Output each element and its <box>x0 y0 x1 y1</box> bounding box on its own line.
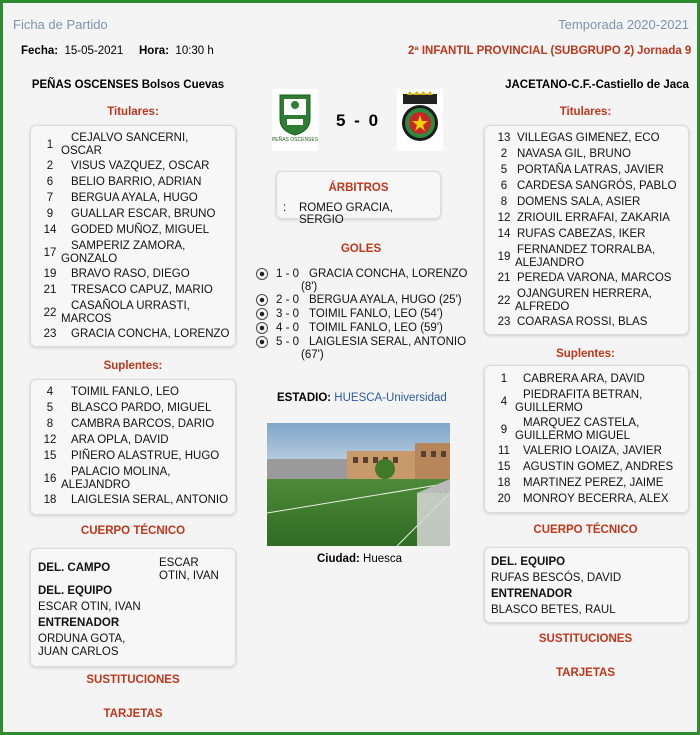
player-number: 22 <box>43 307 57 319</box>
home-coach-label: ENTRENADOR <box>38 617 120 629</box>
goal-scorer[interactable]: TOIMIL FANLO, LEO (54') <box>309 308 443 320</box>
away-player-row[interactable] <box>489 148 684 161</box>
home-coach-name: ORDUNA GOTA, <box>38 633 126 645</box>
scoreboard: 5 - 0 <box>335 111 381 130</box>
home-player-row[interactable] <box>35 268 230 281</box>
goal-score: 1 - 0 <box>276 268 300 280</box>
player-number: 7 <box>46 192 54 204</box>
away-sub-player-row[interactable] <box>489 417 684 443</box>
player-number: 2 <box>46 160 54 172</box>
player-name-line-2[interactable]: OSCAR <box>61 145 102 157</box>
home-player-row[interactable] <box>35 192 230 205</box>
stadium-photo <box>267 423 450 546</box>
away-player-row[interactable] <box>489 288 684 314</box>
home-team-name[interactable]: PEÑAS OSCENSES Bolsos Cuevas <box>31 79 225 91</box>
home-crest-icon <box>272 89 318 151</box>
goal-scorer[interactable]: TOIMIL FANLO, LEO (59') <box>309 322 443 334</box>
player-name[interactable]: CAMBRA BARCOS, DARIO <box>71 418 215 430</box>
home-subs-panel <box>30 379 236 515</box>
home-player-row[interactable] <box>35 132 230 158</box>
goals-heading: GOLES <box>340 243 382 255</box>
player-number: 1 <box>46 139 54 151</box>
home-staff-heading: CUERPO TÉCNICO <box>80 525 186 537</box>
player-name[interactable]: PALACIO MOLINA, <box>71 466 171 478</box>
player-name[interactable]: AGUSTIN GOMEZ, ANDRES <box>523 461 674 473</box>
player-name[interactable]: ZRIOUIL ERRAFAI, ZAKARIA <box>517 212 670 224</box>
player-number: 21 <box>43 284 57 296</box>
player-number: 8 <box>46 418 54 430</box>
player-name[interactable]: PEREDA VARONA, MARCOS <box>517 272 672 284</box>
goal-row <box>256 308 466 321</box>
away-sub-player-row[interactable] <box>489 461 684 474</box>
away-subs-heading: Suplentes: <box>556 348 615 360</box>
player-name[interactable]: VILLEGAS GIMENEZ, ECO <box>517 132 660 144</box>
player-name[interactable]: BLASCO PARDO, MIGUEL <box>71 402 212 414</box>
away-starters-panel <box>484 125 689 335</box>
player-number: 19 <box>497 251 511 263</box>
goal-score: 4 - 0 <box>276 322 300 334</box>
player-number: 8 <box>500 196 508 208</box>
player-name[interactable]: GRACIA CONCHA, LORENZO <box>71 328 230 340</box>
away-player-row[interactable] <box>489 244 684 270</box>
player-name[interactable]: MONROY BECERRA, ALEX <box>523 493 669 505</box>
home-subs-heading: Suplentes: <box>103 360 163 372</box>
player-name[interactable]: PIÑERO ALASTRUE, HUGO <box>71 450 220 462</box>
away-staff-heading: CUERPO TÉCNICO <box>533 524 638 536</box>
away-substitutions-heading: SUSTITUCIONES <box>538 633 633 645</box>
goal-row <box>256 336 466 362</box>
player-name-line-2[interactable]: MARCOS <box>61 313 112 325</box>
player-number: 13 <box>497 132 511 144</box>
home-sub-player-row[interactable] <box>35 386 230 399</box>
player-number: 11 <box>498 445 510 457</box>
away-coach-name: BLASCO BETES, RAUL <box>491 604 616 616</box>
player-number: 19 <box>43 268 57 280</box>
player-name[interactable]: COARASA ROSSI, BLAS <box>517 316 648 328</box>
home-player-row[interactable] <box>35 176 230 189</box>
player-number: 6 <box>46 176 54 188</box>
player-name-line-2[interactable]: GONZALO <box>61 253 118 265</box>
football-icon <box>256 294 268 306</box>
time-info: Hora: 10:30 h <box>139 45 214 57</box>
away-team-name[interactable]: JACETANO-C.F.-Castiello de Jaca <box>505 79 689 91</box>
away-sub-player-row[interactable] <box>489 477 684 490</box>
page-title: Ficha de Partido <box>13 17 108 32</box>
goal-score: 2 - 0 <box>276 294 300 306</box>
away-player-row[interactable] <box>489 212 684 225</box>
away-sub-player-row[interactable] <box>489 373 684 386</box>
goal-row <box>256 294 466 307</box>
away-sub-player-row[interactable] <box>489 493 684 506</box>
home-sub-player-row[interactable] <box>35 434 230 447</box>
player-number: 22 <box>497 295 511 307</box>
home-sub-player-row[interactable] <box>35 450 230 463</box>
referees-panel <box>276 171 441 226</box>
away-player-row[interactable] <box>489 180 684 193</box>
home-del-campo-label: DEL. CAMPO <box>38 562 111 574</box>
competition-label[interactable]: 2ª INFANTIL PROVINCIAL (SUBGRUPO 2) <box>408 45 635 57</box>
away-sub-player-row[interactable] <box>489 389 684 415</box>
player-number: 15 <box>43 450 57 462</box>
player-name[interactable]: DOMENS SALA, ASIER <box>517 196 641 208</box>
away-player-row[interactable] <box>489 228 684 241</box>
player-number: 18 <box>43 494 57 506</box>
away-subs-panel <box>484 365 689 513</box>
player-name[interactable]: FERNANDEZ TORRALBA, <box>517 244 656 256</box>
home-sub-player-row[interactable] <box>35 402 230 415</box>
away-team-logo[interactable] <box>397 89 443 151</box>
football-icon <box>256 322 268 334</box>
goal-minute: (67') <box>301 349 324 361</box>
referee-bullet: : <box>283 202 287 214</box>
football-icon <box>256 308 268 320</box>
away-coach-label: ENTRENADOR <box>491 588 573 600</box>
home-substitutions-heading: SUSTITUCIONES <box>86 674 180 686</box>
goal-row <box>256 322 466 335</box>
player-name[interactable]: ARA OPLA, DAVID <box>71 434 169 446</box>
home-starters-panel <box>30 125 236 347</box>
home-staff-panel <box>30 548 236 667</box>
player-name[interactable]: BELIO BARRIO, ADRIAN <box>71 176 202 188</box>
player-number: 18 <box>497 477 511 489</box>
player-number: 1 <box>500 373 508 385</box>
goal-scorer[interactable]: LAIGLESIA SERAL, ANTONIO <box>309 336 467 348</box>
player-number: 21 <box>497 272 511 284</box>
player-name[interactable]: CEJALVO SANCERNI, <box>71 132 189 144</box>
goal-score: 3 - 0 <box>276 308 300 320</box>
home-starters-heading: Titulares: <box>107 106 159 118</box>
player-number: 5 <box>46 402 54 414</box>
away-starters-heading: Titulares: <box>559 106 612 118</box>
player-name[interactable]: MARTINEZ PEREZ, JAIME <box>523 477 664 489</box>
home-del-campo-name: ESCAR <box>159 557 199 569</box>
home-sub-player-row[interactable] <box>35 494 230 507</box>
away-sub-player-row[interactable] <box>489 445 684 458</box>
player-name[interactable]: LAIGLESIA SERAL, ANTONIO <box>71 494 229 506</box>
away-del-equipo-name: RUFAS BESCÓS, DAVID <box>491 572 622 584</box>
player-number: 20 <box>497 493 511 505</box>
away-crest-icon <box>397 89 443 151</box>
player-name-line-2[interactable]: ALEJANDRO <box>515 257 585 269</box>
goal-scorer[interactable]: BERGUA AYALA, HUGO (25') <box>309 294 462 306</box>
svg-text:PEÑAS OSCENSES: PEÑAS OSCENSES <box>272 137 318 143</box>
player-number: 6 <box>500 180 508 192</box>
player-name[interactable]: SAMPERIZ ZAMORA, <box>71 240 186 252</box>
home-sub-player-row[interactable] <box>35 418 230 431</box>
away-player-row[interactable] <box>489 132 684 145</box>
football-icon <box>256 336 268 348</box>
player-name[interactable]: GUALLAR ESCAR, BRUNO <box>71 208 216 220</box>
player-number: 15 <box>497 461 511 473</box>
player-name-line-2[interactable]: ALFREDO <box>515 301 570 313</box>
away-player-row[interactable] <box>489 196 684 209</box>
player-name[interactable]: CARDESA SANGRÓS, PABLO <box>517 180 677 192</box>
goal-minute: (8') <box>301 281 318 293</box>
referee-name: ROMEO GRACIA, SERGIO <box>299 202 393 226</box>
player-number: 16 <box>43 473 57 485</box>
player-number: 12 <box>43 434 57 446</box>
player-name[interactable]: OJANGUREN HERRERA, <box>517 288 652 300</box>
date-info: Fecha: 15-05-2021 <box>21 45 124 57</box>
away-del-equipo-label: DEL. EQUIPO <box>491 556 566 568</box>
away-staff-panel <box>484 547 689 623</box>
home-del-equipo-name: ESCAR OTIN, IVAN <box>38 601 141 613</box>
player-number: 5 <box>500 164 508 176</box>
home-cards-heading: TARJETAS <box>103 708 163 720</box>
player-number: 23 <box>43 328 57 340</box>
player-number: 23 <box>497 316 511 328</box>
home-player-row[interactable] <box>35 240 230 266</box>
away-player-row[interactable] <box>489 164 684 177</box>
stadium-link[interactable]: HUESCA-Universidad <box>334 392 447 404</box>
home-team-logo[interactable] <box>272 89 318 151</box>
player-name[interactable]: CABRERA ARA, DAVID <box>523 373 645 385</box>
player-name[interactable]: GODED MUÑOZ, MIGUEL <box>71 224 210 236</box>
home-player-row[interactable] <box>35 284 230 297</box>
player-name[interactable]: BERGUA AYALA, HUGO <box>71 192 198 204</box>
player-name[interactable]: PIEDRAFITA BETRAN, <box>523 389 643 401</box>
away-player-row[interactable] <box>489 316 684 329</box>
player-number: 4 <box>500 396 508 408</box>
home-player-row[interactable] <box>35 328 230 341</box>
player-number: 2 <box>500 148 508 160</box>
round-label: Jornada 9 <box>637 45 692 57</box>
home-del-equipo-label: DEL. EQUIPO <box>38 585 113 597</box>
season-label: Temporada 2020-2021 <box>558 17 689 32</box>
home-player-row[interactable] <box>35 208 230 221</box>
player-number: 4 <box>46 386 54 398</box>
player-name[interactable]: TOIMIL FANLO, LEO <box>71 386 180 398</box>
goal-scorer[interactable]: GRACIA CONCHA, LORENZO <box>309 268 468 280</box>
player-number: 9 <box>46 208 54 220</box>
player-number: 14 <box>497 228 511 240</box>
away-cards-heading: TARJETAS <box>556 667 615 679</box>
home-coach-name-2: JUAN CARLOS <box>38 646 119 658</box>
player-name[interactable]: TRESACO CAPUZ, MARIO <box>71 284 213 296</box>
player-name-line-2[interactable]: ALEJANDRO <box>61 479 131 491</box>
player-number: 12 <box>497 212 511 224</box>
player-name-line-2[interactable]: GUILLERMO <box>515 402 583 414</box>
player-name[interactable]: MARQUEZ CASTELA, <box>523 417 640 429</box>
home-player-row[interactable] <box>35 300 230 326</box>
home-sub-player-row[interactable] <box>35 466 230 492</box>
player-number: 17 <box>43 247 57 259</box>
player-number: 9 <box>500 424 508 436</box>
player-name-line-2[interactable]: GUILLERMO MIGUEL <box>515 430 631 442</box>
goal-score: 5 - 0 <box>276 336 300 348</box>
player-number: 14 <box>43 224 57 236</box>
home-del-campo-name-2: OTIN, IVAN <box>159 570 219 582</box>
player-name[interactable]: RUFAS CABEZAS, IKER <box>517 228 646 240</box>
player-name[interactable]: VALERIO LOAIZA, JAVIER <box>523 445 662 457</box>
city-info: Ciudad: Huesca <box>317 553 403 565</box>
player-name[interactable]: PORTAÑA LATRAS, JAVIER <box>517 164 664 176</box>
stadium-info: ESTADIO: HUESCA-Universidad <box>277 392 447 404</box>
player-name[interactable]: BRAVO RASO, DIEGO <box>71 268 190 280</box>
referees-heading: ÁRBITROS <box>328 182 389 194</box>
goal-row <box>256 268 466 294</box>
player-name[interactable]: NAVASA GIL, BRUNO <box>517 148 631 160</box>
home-player-row[interactable] <box>35 160 230 173</box>
away-player-row[interactable] <box>489 272 684 285</box>
player-name[interactable]: VISUS VAZQUEZ, OSCAR <box>71 160 210 172</box>
football-icon <box>256 268 268 280</box>
player-name[interactable]: CASAÑOLA URRASTI, <box>71 300 190 312</box>
home-player-row[interactable] <box>35 224 230 237</box>
